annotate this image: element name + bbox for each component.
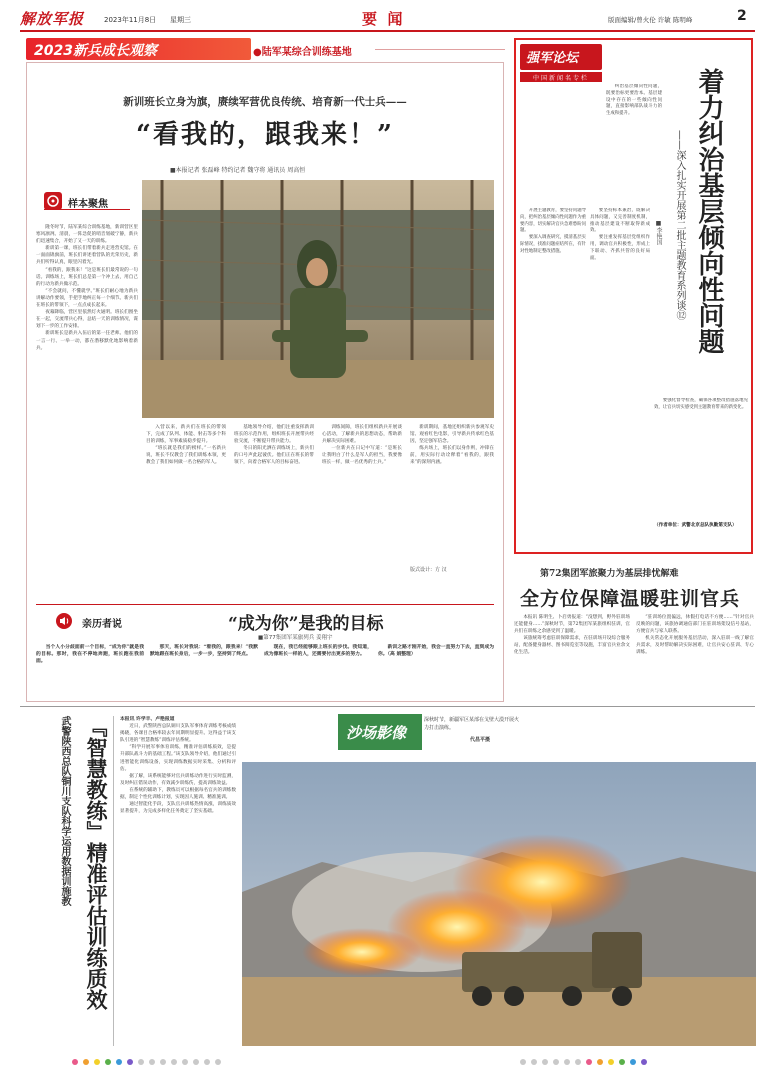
editor-line: 版面编辑/曾火伦 许敏 陈明峰 bbox=[608, 16, 693, 24]
forum-paragraph: 开展主题教育，要坚持问题导向，把纠治基层倾向性问题作为重要内容，切实解决官兵急难愁盼问题。 bbox=[520, 208, 586, 234]
talk-byline: ■第77集团军某旅列兵 姜翔宇 bbox=[258, 635, 333, 641]
talk-paragraph: 那天，班长对我说：“看我的，跟我来！”我默默地跟在班长身后，一步一步，坚持到了终点。 bbox=[150, 644, 258, 658]
story2-paragraph: 该旅统筹考虑驻训保障需求，在驻训场开设综合服务站，配备健身器材、图书阅览室等设施，丰富官兵业余文化生活。 bbox=[514, 636, 630, 656]
lead-photo bbox=[142, 180, 494, 418]
lead-paragraph: 练兵场上，班长们以身作则，冲锋在前，用实际行动诠释着“看我的，跟我来”的深刻内涵。 bbox=[410, 446, 494, 466]
section-divider bbox=[20, 706, 755, 707]
shachang-credit: 代昌平摄 bbox=[470, 737, 491, 743]
forum-text-col2 bbox=[590, 208, 650, 548]
masthead bbox=[20, 8, 755, 30]
lead-title: “看我的，跟我来！” bbox=[136, 120, 394, 150]
footer-dots-left bbox=[72, 1050, 322, 1060]
story3-paragraph: “科学开展军事体育训练，精准评估训练质效，是提升部队战斗力的基础工程。”该支队领导介绍，他们通过引进智能化训练设备，实现训练数据实时采集、分析和评估。 bbox=[120, 745, 236, 772]
story2-paragraph: “驻训场位置偏远，休假打电话不方便……”针对官兵反映的问题，该旅协调通信部门在驻训场架设信号基站，方便官兵与家人联系。 bbox=[636, 615, 754, 635]
issue-weekday: 星期三 bbox=[170, 16, 191, 24]
forum-paragraph: 要强化督导检查，确保各项整改措施落地见效，让官兵切实感受到主题教育带来的新变化。 bbox=[654, 398, 748, 410]
story2-title: 全方位保障温暖驻训官兵 bbox=[520, 588, 741, 610]
banner-rule bbox=[375, 49, 505, 50]
shachang-caption: 深秋时节，新疆军区某部在戈壁大漠开展火力打击演练。 bbox=[424, 717, 520, 731]
forum-sub: 中国新闻名专栏 bbox=[532, 75, 589, 82]
paper-logo: 解放军报 bbox=[20, 10, 85, 28]
lead-text-col3 bbox=[234, 424, 314, 580]
lead-paragraph: “不会就问，不懂就学。”班长们耐心地为新兵讲解动作要领，手把手地纠正每一个细节。新兵们在班长的带领下，一点点成长起来。 bbox=[36, 288, 138, 309]
story3-paragraph: 近日，武警陕西总队铜川支队军事体育训练考核成绩揭晓，各课目合格率较去年同期明显提升。这得益于该支队引进的“智慧教练”训练评估系统。 bbox=[120, 724, 236, 744]
talk-tag: 亲历者说 bbox=[82, 619, 122, 630]
story2-text-col1 bbox=[514, 614, 630, 774]
story3-paragraph: 在系统的辅助下，教练员可以根据每名官兵的训练数据，制定个性化训练计划，实现因人施训、精准施训。 bbox=[120, 787, 236, 801]
forum-title: 着力纠治基层倾向性问题 bbox=[694, 68, 724, 354]
story2-text-col2 bbox=[636, 614, 754, 774]
lead-text-col5 bbox=[410, 424, 494, 558]
story3-title-side: 武警陕西总队铜川支队科学运用数据训施教 bbox=[59, 716, 70, 906]
series-column: ●陆军某综合训练基地 bbox=[253, 47, 352, 58]
speaker-icon bbox=[56, 613, 72, 629]
forum-subtitle: ——深入扎实开展第二批主题教育系列谈⑫ bbox=[674, 130, 685, 320]
sample-tag bbox=[44, 192, 130, 210]
story3-paragraph: 据了解，该系统能够对官兵训练动作进行实时监测，及时纠正错误动作，有效减少训练伤，提高训练效益。 bbox=[120, 773, 236, 786]
masthead-rule bbox=[20, 30, 755, 32]
issue-date: 2023年11月8日 bbox=[104, 16, 157, 24]
forum-paragraph: 纠治基层倾向性问题，既要治标更要治本。基层建设中存在的一些倾向性问题，直接影响部队战斗力的生成和提升。 bbox=[606, 84, 662, 117]
lead-paragraph: 夜幕降临，营区里依然灯火通明。班长们围坐在一起，交流带兵心得，总结一天的训练情况，谋划下一步的工作安排。 bbox=[36, 310, 138, 330]
series-title: 2023新兵成长观察 bbox=[34, 43, 157, 59]
talk-text-col4 bbox=[378, 644, 494, 696]
forum-sub-box bbox=[520, 72, 602, 82]
lead-paragraph: 入营以来，新兵们在班长的带领下，完成了队列、体能、射击等多个科目的训练，军事素质稳步提升。 bbox=[146, 425, 226, 445]
forum-author: ■李艳国 bbox=[655, 220, 662, 245]
forum-text-top bbox=[606, 84, 662, 202]
shachang-photo bbox=[242, 762, 756, 1046]
lead-text-col4 bbox=[322, 424, 402, 580]
lead-paragraph: 新训班长是新兵入伍后的第一任老师。他们的一言一行、一举一动，都在潜移默化地影响着新兵。 bbox=[36, 331, 138, 351]
shachang-logo-box bbox=[338, 714, 422, 750]
talk-text-col2 bbox=[150, 644, 258, 696]
lead-paragraph: 新训第一课，班长们带着新兵走进营史馆。在一面面锦旗前，班长们讲述着营队的光荣历史，新兵们听得认真，眼里闪着光。 bbox=[36, 246, 138, 266]
lead-paragraph: 冬日的阳光洒在训练场上，新兵们的口号声此起彼伏。他们正在班长的带领下，向着合格军人的目标奋进。 bbox=[234, 446, 314, 466]
talk-text-col3 bbox=[264, 644, 372, 696]
series-banner bbox=[26, 38, 251, 60]
lead-paragraph: 隆冬时节，陆军某综合训练基地，新训营区里寒风凛冽。清晨，一阵急促的哨音划破宁静，新兵们迅速集合，开始了又一天的训练。 bbox=[36, 225, 138, 245]
story3-title-main: 『智慧教练』精准评估训练质效 bbox=[84, 716, 109, 1010]
shachang-logo: 沙场影像 bbox=[346, 724, 407, 742]
forum-paragraph: 要深入调查研究，摸清基层实际情况，找准问题症结所在，有针对性地制定整改措施。 bbox=[520, 235, 586, 254]
talk-paragraph: 当个人小分歧面前一个目标，“成为你”就是我的目标。那时，我在不停地奔跑，班长跑在我前面。 bbox=[36, 644, 144, 665]
forum-paragraph: 要注重发挥基层党组织作用，调动官兵积极性，形成上下联动、齐抓共管的良好局面。 bbox=[590, 235, 650, 261]
story3-title-rule bbox=[113, 716, 114, 1046]
lead-paragraph: 基地领导介绍，他们注重发挥新训班长的示范作用，组织班长开展带兵经验交流，不断提升带兵能力。 bbox=[234, 425, 314, 445]
story2-paragraph: 机关常态化开展服务基层活动，深入驻训一线了解官兵需求，及时帮助解决实际困难，让官兵安心驻训、专心训练。 bbox=[636, 636, 754, 656]
story3-text-col1 bbox=[120, 716, 236, 1046]
sample-tag-icon bbox=[44, 192, 62, 210]
lead-paragraph: 训练间隙，班长们组织新兵开展谈心活动，了解新兵的思想动态，帮助新兵解决实际困难。 bbox=[322, 425, 402, 445]
section-title: 要 闻 bbox=[362, 10, 403, 28]
footer-dots-right bbox=[520, 1050, 760, 1060]
lead-text-col2 bbox=[146, 424, 226, 580]
lead-paragraph: 一位新兵在日记中写道：“是班长让我明白了什么是军人的担当，我要像班长一样，做一名优秀的士兵。” bbox=[322, 446, 402, 466]
forum-text-col1 bbox=[520, 208, 586, 548]
talk-paragraph: 新训之路才刚开始，我会一直努力下去，直到成为你。（高 娟整理） bbox=[378, 644, 494, 658]
lead-paragraph: 新训期间，基地还组织新兵参观军史馆、观看红色电影，引导新兵传承红色基因，坚定强军信念。 bbox=[410, 425, 494, 445]
lead-editor: 版式设计：方 汉 bbox=[410, 567, 447, 573]
lead-subtitle: 新训班长立身为旗，赓续军营优良传统、培育新一代士兵—— bbox=[123, 96, 407, 108]
forum-paragraph: 要坚持标本兼治，既解决具体问题，又完善制度机制，推动基层建设不断取得新成效。 bbox=[590, 208, 650, 234]
story3-byline: 本报讯 许学丰、卢艳报道 bbox=[120, 716, 175, 722]
talk-paragraph: 现在，我已经能够跟上班长的步伐。我知道，成为像班长一样的人，还需要付出更多的努力。 bbox=[264, 644, 372, 658]
story2-kicker: 第72集团军旅聚力为基层排忧解难 bbox=[540, 569, 679, 579]
forum-logo: 强军论坛 bbox=[526, 51, 579, 66]
story3-paragraph: 通过智能化手段，支队官兵训练热情高涨，训练质效显著提升，为完成多样化任务奠定了坚实基础。 bbox=[120, 802, 236, 815]
lead-paragraph: “班长就是我们的榜样。”一名新兵说，班长不仅教会了我们训练本领，更教会了我们如何做一名合格的军人。 bbox=[146, 446, 226, 466]
forum-text-col3 bbox=[654, 398, 748, 522]
page-number: 2 bbox=[737, 8, 747, 24]
sample-tag-label: 样本聚焦 bbox=[68, 199, 108, 210]
lead-text-col1 bbox=[36, 224, 138, 554]
talk-rule bbox=[36, 604, 494, 605]
story2-paragraph: 本报讯 陈明生、卜启勇报道：“没想到，野外驻训场还能健身……”深秋时节，第72集团军某旅组织驻训，官兵们在训练之余感受到了温暖。 bbox=[514, 615, 630, 635]
forum-logo-box bbox=[520, 44, 602, 70]
lead-paragraph: “看我的，跟我来！”这是班长们最常说的一句话。训练场上，班长们总是第一个冲上去，用自己的行动为新兵做示范。 bbox=[36, 267, 138, 287]
talk-text-col1 bbox=[36, 644, 144, 696]
lead-byline: ■本报记者 张磊峰 特约记者 魏守将 通讯员 周高恒 bbox=[170, 167, 306, 174]
talk-title: “成为你”是我的目标 bbox=[228, 614, 384, 634]
forum-note: （作者单位：武警北京总队执勤第支队） bbox=[654, 523, 737, 528]
